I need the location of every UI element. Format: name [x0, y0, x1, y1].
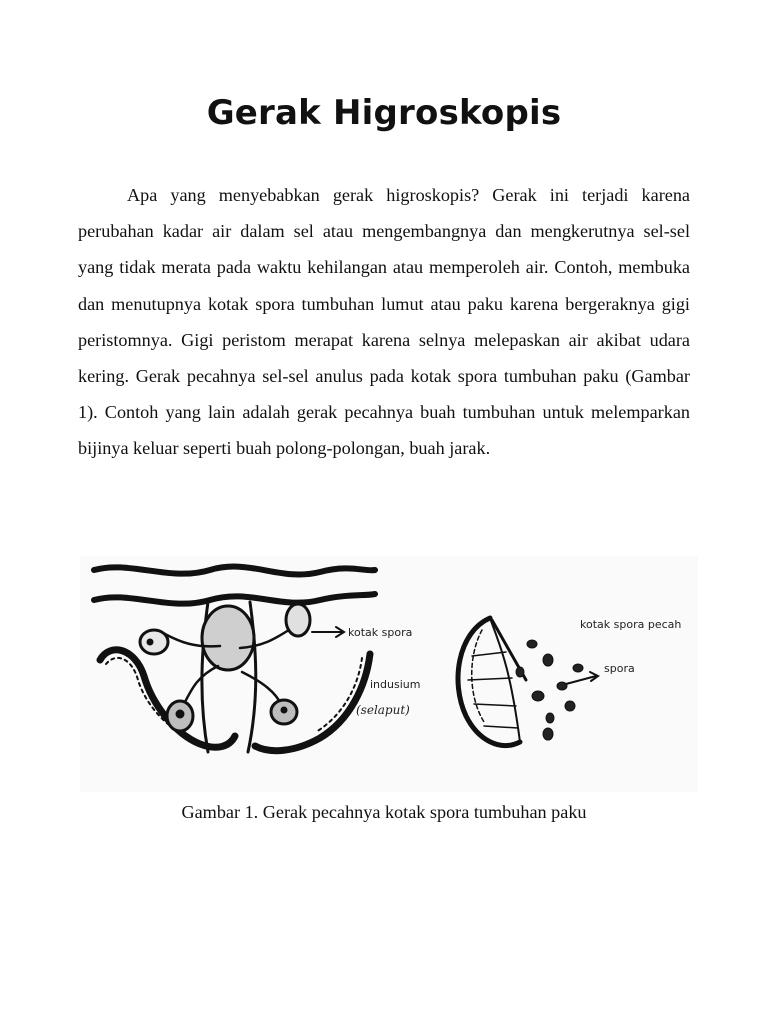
figure-caption: Gambar 1. Gerak pecahnya kotak spora tumbuhan paku — [181, 802, 587, 822]
page-title: Gerak Higroskopis — [206, 93, 562, 133]
fern-sporangium-figure — [80, 556, 698, 792]
figure-label-selaput: (selaput) — [356, 703, 410, 717]
figure-label-spora: spora — [604, 662, 635, 675]
sorus-illustration — [94, 567, 375, 752]
body-paragraph: Apa yang menyebabkan gerak higroskopis? Gerak ini terjadi karena perubahan kadar air dalam sel atau mengembangnya dan mengkerutnya sel-sel yang tidak merata pada waktu kehilangan atau memperoleh air. Contoh, membuka dan menutupnya kotak spora tumbuhan lumut atau paku karena bergeraknya gigi peristomnya. Gigi peristom merapat karena selnya melepaskan air akibat udara kering. Gerak pecahnya sel-sel anulus pada kotak spora tumbuhan paku (Gambar 1). Contoh yang lain adalah gerak pecahnya buah tumbuhan untuk melemparkan bijinya keluar seperti buah polong-polongan, buah jarak. — [78, 185, 690, 459]
figure-label-kotak-spora: kotak spora — [348, 626, 413, 639]
broken-sporangium-illustration — [458, 618, 598, 746]
figure-label-kotak-spora-pecah: kotak spora pecah — [580, 618, 682, 631]
figure-label-indusium: indusium — [370, 678, 421, 691]
